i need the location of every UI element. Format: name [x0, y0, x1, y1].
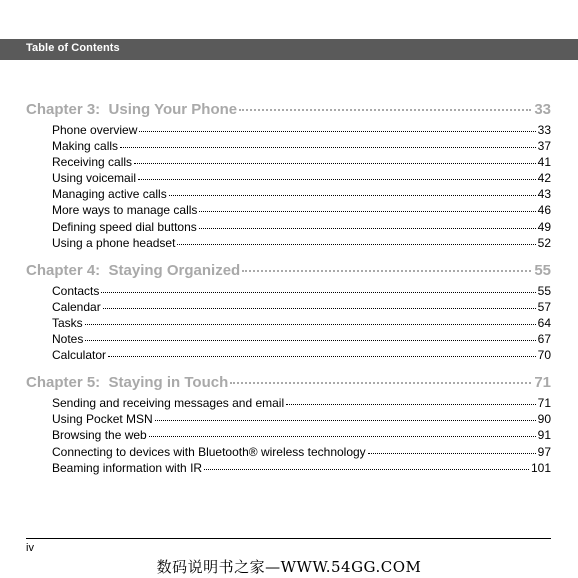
toc-entry[interactable] — [26, 300, 551, 316]
toc-entry-title: Sending and receiving messages and email — [52, 396, 285, 411]
toc-entry[interactable] — [26, 236, 551, 252]
toc-entry[interactable] — [26, 284, 551, 300]
toc-entry-page: 55 — [537, 283, 551, 298]
dot-leader — [139, 131, 535, 132]
dot-leader — [177, 244, 535, 245]
toc-entry-title: Beaming information with IR — [52, 460, 203, 475]
toc-entry-page: 101 — [530, 460, 551, 475]
chapter-title: Chapter 5: Staying in Touch — [26, 374, 229, 392]
toc-entry[interactable] — [26, 187, 551, 203]
toc-entry-title: Making calls — [52, 139, 119, 154]
chapter-3 — [26, 101, 551, 252]
toc-entry-title: Calendar — [52, 299, 101, 314]
toc-entry-title: Notes — [52, 332, 84, 347]
toc-entry-page: 46 — [537, 203, 551, 218]
toc-entry[interactable] — [26, 461, 551, 477]
dot-leader — [120, 147, 536, 148]
toc-entry-page: 57 — [537, 299, 551, 314]
toc-entry[interactable] — [26, 445, 551, 461]
toc-entry-page: 52 — [537, 235, 551, 250]
toc-entry-title: Phone overview — [52, 123, 138, 137]
chapter-heading[interactable] — [26, 374, 551, 393]
toc-entry-page: 42 — [537, 171, 551, 186]
toc-entry-title: Contacts — [52, 283, 100, 298]
toc-entry[interactable] — [26, 139, 551, 155]
dot-leader — [199, 211, 535, 212]
footer-page-number: iv — [26, 542, 34, 554]
dot-leader — [169, 195, 536, 196]
dot-leader — [204, 469, 529, 470]
chapter-heading[interactable] — [26, 262, 551, 281]
toc-entry[interactable] — [26, 155, 551, 171]
toc-entry-title: More ways to manage calls — [52, 203, 198, 218]
dot-leader — [134, 163, 536, 164]
dot-leader — [230, 382, 531, 384]
toc-entry-title: Defining speed dial buttons — [52, 219, 197, 234]
toc-entry-page: 64 — [537, 315, 551, 330]
toc-entry-page: 49 — [537, 219, 551, 234]
table-of-contents — [26, 101, 551, 487]
dot-leader — [286, 404, 535, 405]
chapter-title: Chapter 3: Using Your Phone — [26, 101, 238, 118]
dot-leader — [108, 356, 536, 357]
toc-entry-page: 91 — [537, 428, 551, 443]
toc-entry-title: Using a phone headset — [52, 235, 176, 250]
section-title: Table of Contents — [26, 42, 120, 54]
toc-entry-title: Tasks — [52, 315, 83, 330]
toc-entry[interactable] — [26, 171, 551, 187]
toc-entry-title: Browsing the web — [52, 428, 147, 443]
chapter-4 — [26, 262, 551, 364]
toc-entry-page: 71 — [537, 396, 551, 411]
section-header-bar — [0, 39, 578, 60]
chapter-heading[interactable] — [26, 101, 551, 120]
dot-leader — [149, 436, 536, 437]
dot-leader — [239, 109, 531, 111]
dot-leader — [138, 179, 536, 180]
toc-entry-page: 43 — [537, 187, 551, 202]
toc-entry[interactable] — [26, 428, 551, 444]
toc-entry[interactable] — [26, 412, 551, 428]
toc-entry-page: 97 — [537, 444, 551, 459]
dot-leader — [103, 308, 536, 309]
toc-entry-title: Managing active calls — [52, 187, 167, 202]
watermark-text: 数码说明书之家—WWW.54GG.COM — [156, 558, 422, 576]
toc-entry[interactable] — [26, 316, 551, 332]
toc-entry[interactable] — [26, 332, 551, 348]
toc-entry-title: Receiving calls — [52, 155, 133, 170]
toc-entry-page: 90 — [537, 412, 551, 427]
dot-leader — [155, 420, 536, 421]
dot-leader — [242, 270, 531, 272]
chapter-title: Chapter 4: Staying Organized — [26, 261, 241, 279]
toc-entry[interactable] — [26, 348, 551, 364]
chapter-page-number: 33 — [534, 101, 551, 118]
toc-entry-title: Using Pocket MSN — [52, 412, 153, 427]
toc-entry-title: Using voicemail — [52, 171, 137, 186]
toc-entry-title: Connecting to devices with Bluetooth® wireless technology — [52, 444, 366, 459]
chapter-page-number: 55 — [534, 261, 551, 279]
dot-leader — [199, 228, 536, 229]
dot-leader — [368, 453, 536, 454]
toc-entry-page: 41 — [537, 155, 551, 170]
toc-entry-page: 33 — [537, 123, 551, 137]
toc-entry-title: Calculator — [52, 348, 107, 363]
toc-entry-page: 67 — [537, 332, 551, 347]
toc-entry[interactable] — [26, 396, 551, 412]
chapter-5 — [26, 374, 551, 476]
toc-entry-page: 37 — [537, 139, 551, 154]
dot-leader — [85, 324, 536, 325]
dot-leader — [85, 340, 535, 341]
toc-entry[interactable] — [26, 123, 551, 139]
toc-entry[interactable] — [26, 203, 551, 219]
chapter-page-number: 71 — [534, 374, 551, 392]
toc-entry-page: 70 — [537, 348, 551, 363]
toc-entry[interactable] — [26, 220, 551, 236]
footer-divider — [26, 538, 551, 539]
dot-leader — [101, 292, 535, 293]
